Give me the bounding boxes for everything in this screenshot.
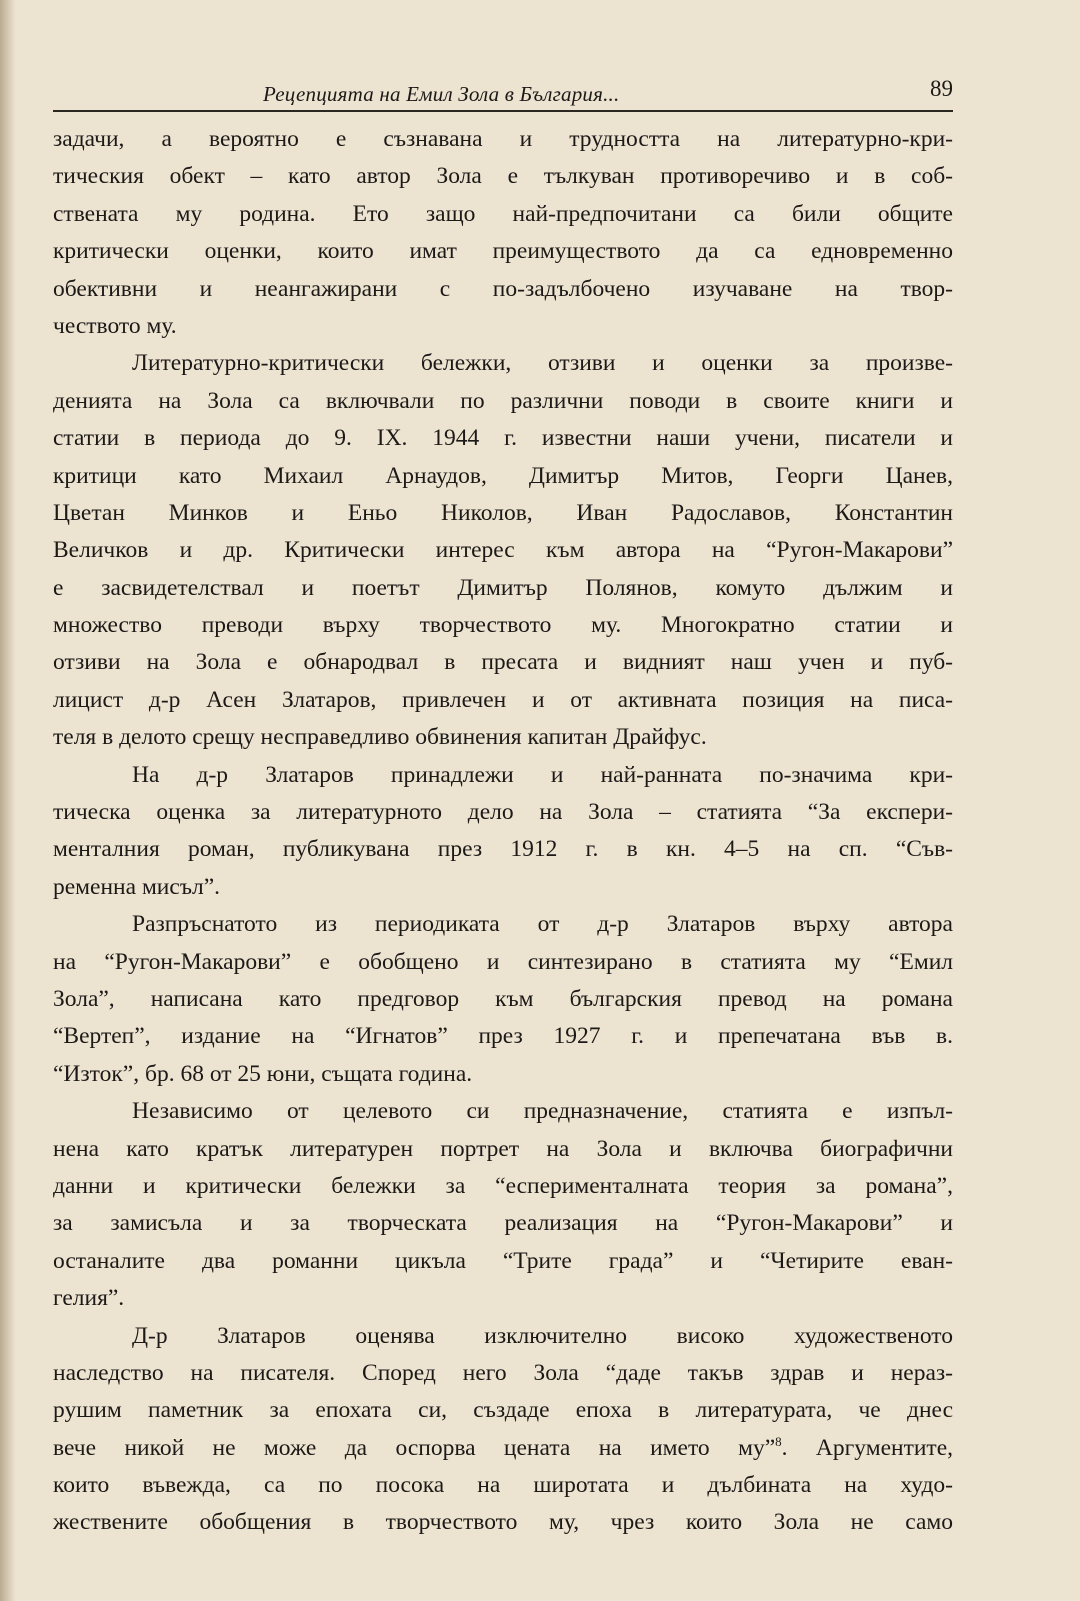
text-line: Зола”, написана като предговор към българския превод на романа [53,985,953,1012]
text-line: ствената му родина. Ето защо най-предпочитани са били общите [53,200,953,227]
text-line: менталния роман, публикувана през 1912 г. в кн. 4–5 на сп. “Съв- [53,836,953,863]
running-header [53,76,953,112]
text-line: задачи, а вероятно е съзнавана и трудността на литературно-кри- [53,126,953,152]
text-line: жествените обобщения в творчеството му, чрез които Зола не само [53,1509,953,1536]
quote-tail-text: . Аргументите, [781,1434,954,1461]
text-line: критици като Михаил Арнаудов, Димитър Митов, Георги Цанев, [53,462,953,489]
paragraph-first-line: Разпръснатото из периодиката от д-р Златаров върху автора [132,911,953,938]
quote-end-text: вече никой не може да оспорва цената на името му” [53,1434,776,1461]
text-line: рушим паметник за епохата си, създаде епоха в литературата, че днес [53,1397,953,1424]
text-line: наследство на писателя. Според него Зола “даде такъв здрав и нераз- [53,1359,953,1386]
paragraph-first-line: На д-р Златаров принадлежи и най-ранната по-значима кри- [132,761,953,788]
text-line-with-footnote [53,1430,953,1467]
text-line: отзиви на Зола е обнародвал в пресата и видният наш учен и пуб- [53,649,953,676]
text-line: теля в делото срещу несправедливо обвинения капитан Драйфус. [53,724,707,751]
running-title: Рецепцията на Емил Зола в България... [263,82,620,106]
text-line: обективни и неангажирани с по-задълбочено изучаване на твор- [53,275,953,302]
paragraph-first-line: Литературно-критически бележки, отзиви и оценки за произве- [132,350,953,377]
text-line: е засвидетелствал и поетът Димитър Полянов, комуто дължим и [53,574,953,601]
text-line: Цветан Минков и Еньо Николов, Иван Радославов, Константин [53,499,953,526]
text-line: останалите два романни цикъла “Трите града” и “Четирите еван- [53,1247,953,1274]
text-line: за замисъла и за творческата реализация на “Ругон-Макарови” и [53,1210,953,1237]
text-line: “Изток”, бр. 68 от 25 юни, същата година. [53,1060,473,1087]
text-line: тическа оценка за литературното дело на Зола – статията “За експери- [53,799,953,826]
text-line: нена като кратък литературен портрет на Зола и включва биографични [53,1135,953,1162]
text-line: лицист д-р Асен Златаров, привлечен и от активната позиция на писа- [53,686,953,713]
body-text [53,121,953,1542]
paragraph-first-line: Независимо от целевото си предназначение, статията е изпъл- [132,1098,953,1125]
footnote-ref: 8 [775,1433,782,1449]
text-line: данни и критически бележки за “есперименталната теория за романа”, [53,1172,953,1199]
text-line: които въвежда, са по посока на широтата и дълбината на худо- [53,1472,953,1499]
text-line: множество преводи върху творчеството му. Многократно статии и [53,612,953,639]
text-line: гелия”. [53,1285,125,1312]
header-rule [53,110,953,112]
text-line: статии в периода до 9. IX. 1944 г. известни наши учени, писатели и [53,425,953,452]
text-line: чеството му. [53,312,177,339]
text-line: “Вертеп”, издание на “Игнатов” през 1927 г. и препечатана във в. [53,1023,953,1050]
page-edge-shadow [0,0,16,1601]
paragraph-first-line: Д-р Златаров оценява изключително високо художественото [132,1322,953,1349]
page-number: 89 [930,76,953,101]
text-line: тическия обект – като автор Зола е тълкуван противоречиво и в соб- [53,163,953,190]
text-line: денията на Зола са включвали по различни поводи в своите книги и [53,387,953,414]
text-line: Величков и др. Критически интерес към автора на “Ругон-Макарови” [53,537,953,564]
text-line: на “Ругон-Макарови” е обобщено и синтезирано в статията му “Емил [53,948,953,975]
text-line: ременна мисъл”. [53,873,221,900]
text-line: критически оценки, които имат преимуществото да са едновременно [53,238,953,265]
